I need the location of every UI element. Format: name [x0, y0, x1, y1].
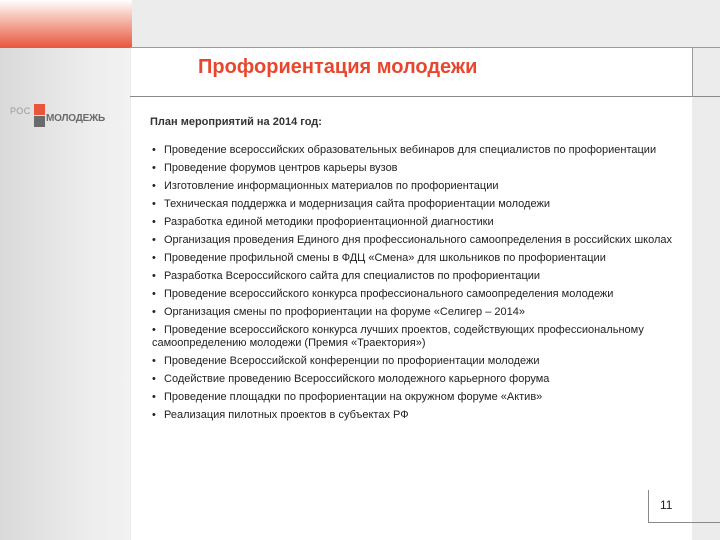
list-item	[152, 216, 672, 229]
red-accent-bar	[0, 0, 132, 48]
title-rule-bottom	[130, 96, 720, 97]
list-item-text: Проведение всероссийского конкурса профессионального самоопределения молодежи	[164, 288, 614, 300]
list-item-text: Содействие проведению Всероссийского молодежного карьерного форума	[164, 373, 550, 385]
list-item	[152, 391, 672, 404]
bullet: •	[152, 373, 156, 385]
title-rule-top	[130, 47, 720, 48]
list-item-text: Организация проведения Единого дня профессионального самоопределения в российских школах	[164, 234, 673, 246]
list-item-text: Разработка Всероссийского сайта для специалистов по профориентации	[164, 270, 541, 282]
list-item	[152, 144, 672, 157]
bullet: •	[152, 409, 156, 421]
list-item-text: Проведение форумов центров карьеры вузов	[164, 162, 398, 174]
list-item	[152, 355, 672, 368]
plan-heading: План мероприятий на 2014 год:	[150, 116, 322, 128]
list-item	[152, 198, 672, 211]
bullet: •	[152, 391, 156, 403]
bullet: •	[152, 180, 156, 192]
bullet: •	[152, 355, 156, 367]
list-item-text: Изготовление информационных материалов по профориентации	[164, 180, 499, 192]
bullet: •	[152, 216, 156, 228]
list-item-text: Техническая поддержка и модернизация сайта профориентации молодежи	[164, 198, 550, 210]
page-number-divider-vertical	[648, 490, 649, 522]
list-item	[152, 324, 672, 350]
title-rule-right	[692, 47, 693, 97]
bullet: •	[152, 270, 156, 282]
list-item-text: Организация смены по профориентации на форуме «Селигер – 2014»	[164, 306, 525, 318]
list-item	[152, 409, 672, 422]
plan-list	[152, 144, 672, 427]
slide-title: Профориентация молодежи	[198, 56, 478, 78]
bullet: •	[152, 234, 156, 246]
bullet: •	[152, 198, 156, 210]
list-item	[152, 162, 672, 175]
list-item-text: Проведение профильной смены в ФДЦ «Смена» для школьников по профориентации	[164, 252, 606, 264]
rosmolodezh-logo	[10, 104, 130, 128]
logo-prefix: РОС	[10, 106, 31, 116]
page-number: 11	[660, 498, 673, 512]
bullet: •	[152, 306, 156, 318]
list-item-text: Проведение всероссийских образовательных вебинаров для специалистов по профориентации	[164, 144, 657, 156]
bullet: •	[152, 252, 156, 264]
bullet: •	[152, 288, 156, 300]
list-item-text: Проведение Всероссийской конференции по профориентации молодежи	[164, 355, 540, 367]
list-item-text: Реализация пилотных проектов в субъектах РФ	[164, 409, 409, 421]
list-item	[152, 270, 672, 283]
logo-red-square	[34, 104, 45, 115]
list-item-text: Проведение площадки по профориентации на окружном форуме «Актив»	[164, 391, 543, 403]
bullet: •	[152, 144, 156, 156]
bullet: •	[152, 324, 156, 336]
left-sidebar-strip	[0, 0, 130, 540]
list-item	[152, 252, 672, 265]
list-item	[152, 288, 672, 301]
bullet: •	[152, 162, 156, 174]
page-number-divider-horizontal	[648, 522, 720, 523]
list-item	[152, 234, 672, 247]
logo-gray-square	[34, 116, 45, 127]
logo-name: МОЛОДЕЖЬ	[46, 113, 105, 124]
list-item-text: Проведение всероссийского конкурса лучших проектов, содействующих профессиональному самоопределению молодежи (Премия «Траектория»)	[152, 324, 644, 349]
list-item	[152, 180, 672, 193]
list-item	[152, 306, 672, 319]
list-item	[152, 373, 672, 386]
list-item-text: Разработка единой методики профориентационной диагностики	[164, 216, 494, 228]
